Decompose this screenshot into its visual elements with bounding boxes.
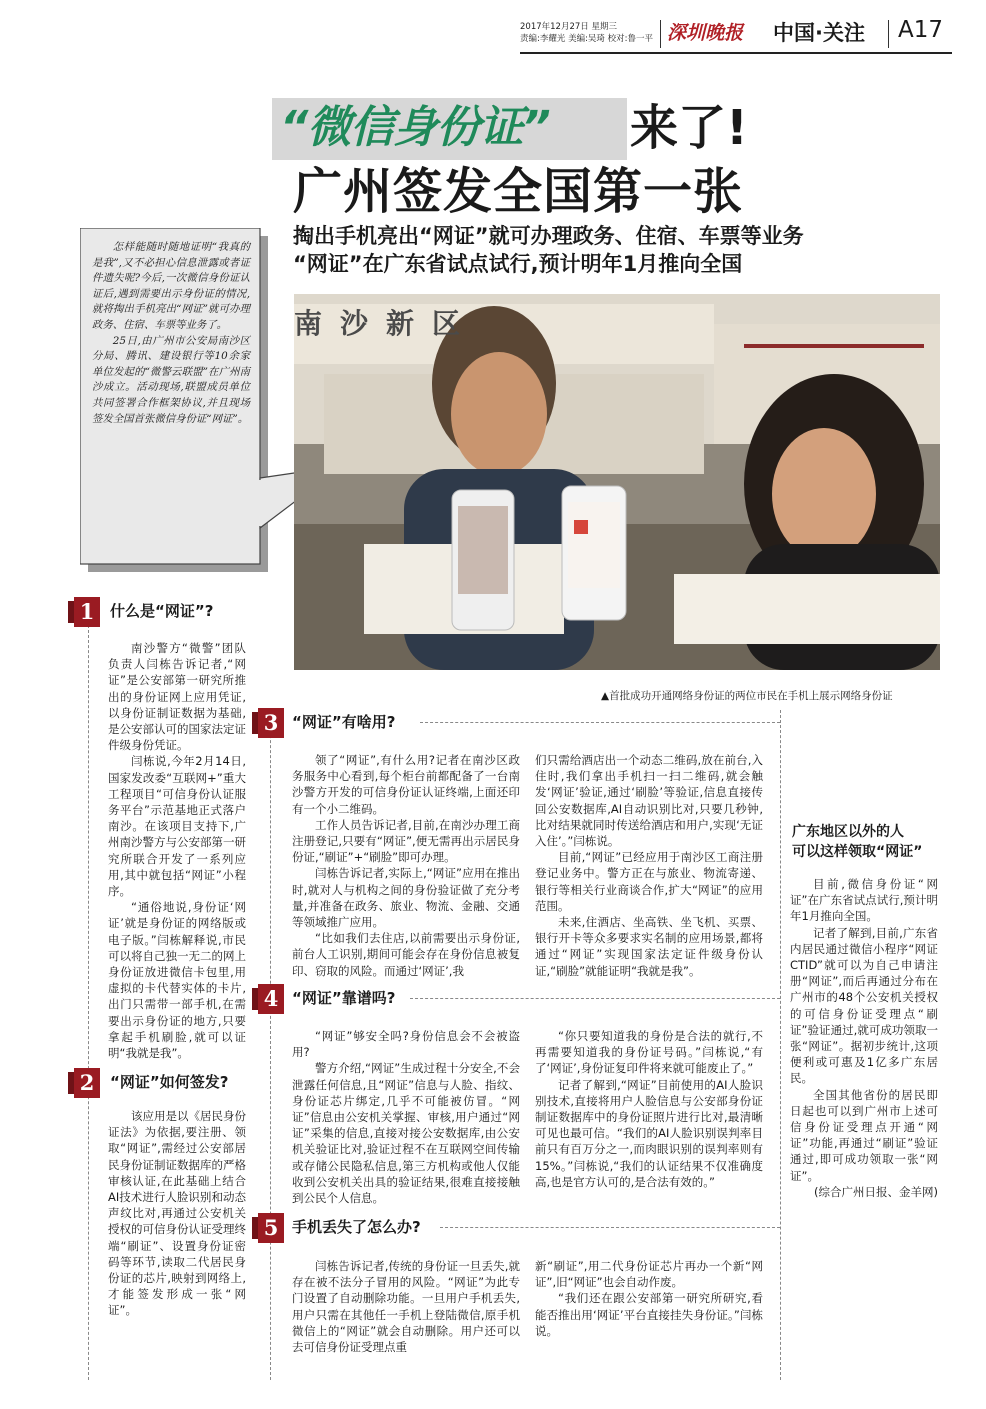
sidebar-paragraph-2: 记者了解到,目前,广东省内居民通过微信小程序“网证CTID”就可以为自己申请注册“网证”,而后再通过分布在广州市的48个公安机关授权的可信身份证受理点“刷证”验证通过,就可成功领取一张“网证”。据初步统计,这项便利或可惠及1亿多广东居民。 (790, 925, 938, 1086)
q3-c2-paragraph-2: 目前,“网证”已经应用于南沙区工商注册登记业务中。警方正在与旅业、物流寄递、银行等相关行业商谈合作,扩大“网证”的应用范围。 (535, 850, 763, 913)
q4-c1-paragraph-1: “网证”够安全吗?身份信息会不会被盗用? (292, 1029, 520, 1060)
paper-logo: 深圳晚报 (667, 22, 744, 44)
q2-body (108, 1108, 246, 1319)
q5-number-badge: 5 (258, 1213, 284, 1243)
q3-c2-paragraph-3: 未来,住酒店、坐高铁、坐飞机、买票、银行开卡等众多要求实名制的应用场景,都将通过“网证”实现国家法定证件级身份认证,“刷脸”就能证明“我就是我”。 (535, 915, 763, 978)
q1-title: 什么是“网证”? (110, 602, 214, 620)
header-divider-2 (888, 20, 889, 48)
photo-caption: ▲首批成功开通网络身份证的两位市民在手机上展示网络身份证 (601, 690, 893, 702)
headline-quoted: “微信身份证” (280, 102, 550, 153)
q3-number-badge: 3 (258, 708, 284, 738)
q1-paragraph-2: 闫栋说,今年2月14日,国家发改委“互联网+”重大工程项目“可信身份认证服务平台”示范基地正式落户南沙。在该项目支持下,广州南沙警方与公安部第一研究所联合开发了一系列应用,其中就包括“网证”小程序。 (108, 754, 246, 899)
q4-c2-paragraph-2: 记者了解到,“网证”目前使用的AI人脸识别技术,直接将用户人脸信息与公安部身份证制证数据库中的身份证照片进行比对,最清晰可见也最可信。“我们的AI人脸识别误判率目前只有百万分之一,而肉眼识别的误判率则有15%。”闫栋说,“我们的认证结果不仅准确度高,也是官方认可的,是合法有效的。” (535, 1077, 763, 1189)
q3-c1-paragraph-2: 工作人员告诉记者,目前,在南沙办理工商注册登记,只要有“网证”,便无需再出示居民身份证,“刷证”+“刷脸”即可办理。 (292, 817, 520, 865)
news-photo (294, 294, 940, 670)
q4-c2-paragraph-1: “你只要知道我的身份是合法的就行,不再需要知道我的身份证号码。”闫栋说,“有了‘网证’,身份证复印件将来就可能废止了。” (535, 1029, 763, 1076)
q3-title: “网证”有啥用? (292, 713, 396, 731)
photo-illustration (294, 294, 940, 670)
q5-title-rule (440, 1227, 780, 1228)
intro-text (92, 240, 250, 427)
q5-c2-paragraph-2: “我们还在跟公安部第一研究所研究,看能否推出用‘网证’平台直接挂失身份证。”闫栋说。 (535, 1291, 763, 1338)
q1-body (108, 640, 246, 1061)
q4-column-2 (535, 1028, 763, 1190)
q4-column-1 (292, 1028, 520, 1206)
headline-line2: 广州签发全国第一张 (293, 163, 744, 220)
q3-c1-paragraph-3: 闫栋告诉记者,实际上,“网证”应用在推出时,就对人与机构之间的身份验证做了充分考量,并准备在政务、旅业、物流、金融、交通等领域推广应用。 (292, 866, 520, 930)
q4-title: “网证”靠谱吗? (292, 989, 396, 1007)
editor-credits: 责编:李耀光 美编:吴琦 校对:鲁一平 (520, 34, 653, 44)
photo-sign-text: 南沙新区 (294, 307, 479, 340)
header-rule (520, 52, 952, 54)
sidebar-body (790, 876, 938, 1200)
headline-line1: 来了! (630, 100, 748, 156)
q4-c1-paragraph-2: 警方介绍,“网证”生成过程十分安全,不会泄露任何信息,且“网证”信息与人脸、指纹、身份证芯片绑定,几乎不可能被仿冒。“网证”信息由公安机关掌握、审核,用户通过“网证”采集的信息,直接对接公安数据库,由公安机关验证比对,验证过程不在互联网空间传输或存储公民隐私信息,第三方机构或他人仅能收到公安机关出具的验证结果,很难直接接触到公民个人信息。 (292, 1061, 520, 1206)
intro-paragraph-2: 25日,由广州市公安局南沙区分局、腾讯、建设银行等10余家单位发起的“微警云联盟”在广州南沙成立。活动现场,联盟成员单位共同签署合作框架协议,并且现场签发全国首张微信身份证“网证”。 (92, 334, 250, 425)
q5-title: 手机丢失了怎么办? (292, 1218, 421, 1236)
header-divider (660, 20, 661, 48)
sidebar-paragraph-1: 目前,微信身份证“网证”在广东省试点试行,预计明年1月推向全国。 (790, 877, 938, 924)
intro-paragraph-1: 怎样能随时随地证明“我真的是我”,又不必担心信息泄露或者证件遗失呢?今后,一次微信身份证认证后,遇到需要出示身份证的情况,就将掏出手机亮出“网证”就可办理政务、住宿、车票等业务了。 (92, 241, 250, 331)
q5-c1-paragraph-1: 闫栋告诉记者,传统的身份证一旦丢失,就存在被不法分子冒用的风险。“网证”为此专门设置了自动删除功能。一旦用户手机丢失,用户只需在其他任一手机上登陆微信,原手机微信上的“网证”就会自动删除。用户还可以去可信身份证受理点重 (292, 1259, 520, 1355)
q3-column-2 (535, 752, 763, 979)
page-number: A17 (898, 17, 944, 43)
q5-column-2 (535, 1258, 763, 1339)
q4-number-badge: 4 (258, 984, 284, 1014)
q5-c2-paragraph-1: 新“刷证”,用二代身份证芯片再办一个新“网证”,旧“网证”也会自动作废。 (535, 1259, 763, 1290)
q3-c1-paragraph-4: “比如我们去住店,以前需要出示身份证,前台人工识别,期间可能会存在身份信息被复印、窃取的风险。而通过‘网证’,我 (292, 931, 520, 978)
q2-paragraph-1: 该应用是以《居民身份证法》为依据,要注册、领取“网证”,需经过公安部居民身份证制证数据库的严格审核认证,在此基础上结合AI技术进行人脸识别和动态声纹比对,再通过公安机关授权的可信身份认证受理终端“刷证”、设置身份证密码等环节,读取二代居民身份证的芯片,映射到网络上,才能签发形成一张“网证”。 (108, 1109, 246, 1318)
sidebar-title-2: 可以这样领取“网证” (792, 844, 923, 860)
sidebar-rule (780, 710, 781, 1380)
middle-column-rule (270, 710, 271, 1380)
q3-c2-paragraph-1: 们只需给酒店出一个动态二维码,放在前台,入住时,我们拿出手机扫一扫二维码,就会触发‘网证’验证,通过‘刷脸’等验证,信息直接传回公安数据库,AI自动识别比对,只要几秒钟,比对结果就同时传送给酒店和用户,实现‘无证入住’。”闫栋说。 (535, 753, 763, 849)
section-name: 中国·关注 (773, 21, 865, 45)
q1-paragraph-1: 南沙警方“微警”团队负责人闫栋告诉记者,“网证”是公安部第一研究所推出的身份证网上应用凭证,以身份证制证数据为基础,是公安部认可的国家法定证件级身份凭证。 (108, 641, 246, 753)
sidebar-source: (综合广州日报、金羊网) (814, 1184, 938, 1199)
q1-number-badge: 1 (74, 597, 100, 627)
q3-column-1 (292, 752, 520, 979)
q1-paragraph-3: “通俗地说,身份证‘网证’就是身份证的网络版或电子版。”闫栋解释说,市民可以将自己独一无二的网上身份证放进微信卡包里,用虚拟的卡代替实体的卡片,出门只需带一部手机,在需要出示身份证的地方,只要拿起手机刷脸,就可以证明“我就是我”。 (108, 900, 246, 1061)
q2-title: “网证”如何签发? (110, 1073, 229, 1091)
q2-number-badge: 2 (74, 1068, 100, 1098)
subheadline-1: 掏出手机亮出“网证”就可办理政务、住宿、车票等业务 (293, 224, 804, 248)
q4-title-rule (410, 998, 780, 999)
sidebar-paragraph-3: 全国其他省份的居民即日起也可以到广州市上述可信身份证受理点开通“网证”功能,再通过“刷证”验证通过,即可成功领取一张“网证”。 (790, 1087, 938, 1183)
left-column-rule (88, 620, 89, 1380)
subheadline-2: “网证”在广东省试点试行,预计明年1月推向全国 (293, 252, 743, 276)
sidebar-title-1: 广东地区以外的人 (792, 824, 904, 840)
q5-column-1 (292, 1258, 520, 1355)
issue-date: 2017年12月27日 星期三 (520, 22, 617, 32)
q3-c1-paragraph-1: 领了“网证”,有什么用?记者在南沙区政务服务中心看到,每个柜台前都配备了一台南沙警方开发的可信身份证认证终端,上面还印有一个小二维码。 (292, 753, 520, 816)
q3-title-rule (420, 722, 780, 723)
